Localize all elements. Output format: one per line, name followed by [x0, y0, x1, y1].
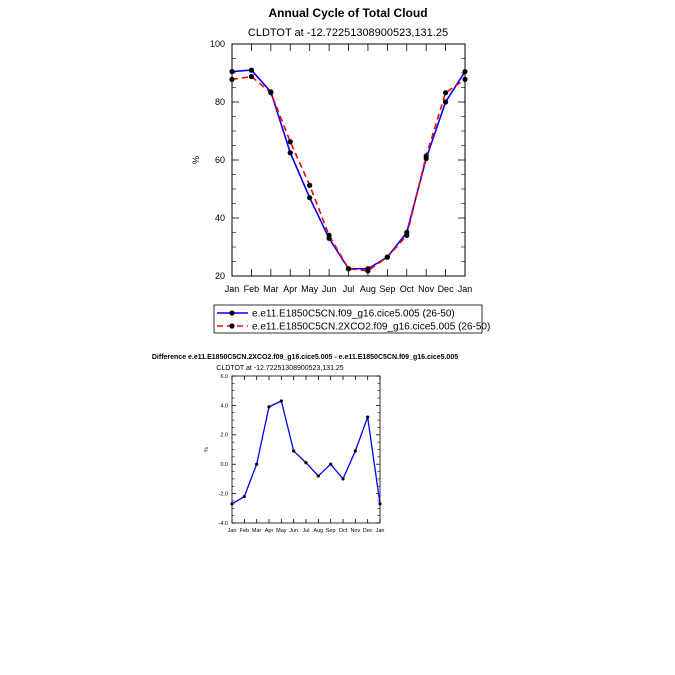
plot-frame [232, 376, 380, 523]
legend-marker-0 [229, 310, 234, 315]
y-tick-label: -2.0 [218, 491, 228, 498]
x-tick-label: Aug [313, 528, 324, 534]
x-tick-label: May [276, 528, 287, 534]
series-1-point [288, 139, 293, 144]
x-tick-label: Jan [227, 528, 237, 534]
x-tick-label: Feb [243, 284, 260, 294]
series-1-point [443, 90, 448, 95]
series-0-point [329, 463, 332, 466]
x-tick-label: Oct [399, 284, 414, 294]
x-tick-label: Jan [375, 528, 385, 534]
series-0-point [249, 68, 254, 73]
legend-label-1: e.e11.E1850C5CN.2XCO2.f09_g16.cice5.005 (26-50) [252, 321, 491, 333]
top-chart [191, 39, 472, 294]
x-tick-label: Jan [224, 284, 240, 294]
y-tick-label: 80 [214, 97, 225, 108]
bottom-chart-title: Difference e.e11.E1850C5CN.2XCO2.f09_g16.cice5.005 - e.e11.E1850C5CN.f09_g16.cice5.005 [151, 354, 459, 361]
series-1-point [307, 183, 312, 188]
top-chart-legend [214, 305, 490, 333]
series-0-point [366, 416, 369, 419]
y-tick-label: 4.0 [220, 403, 228, 410]
series-0-point [317, 474, 320, 477]
plot-frame [232, 44, 465, 276]
series-line-0 [232, 70, 465, 269]
x-tick-label: Jan [457, 284, 473, 294]
series-1-point [249, 74, 254, 79]
series-1-point [365, 268, 370, 273]
x-tick-label: Dec [437, 284, 454, 294]
x-tick-label: Nov [418, 284, 435, 294]
series-0-point [304, 461, 307, 464]
x-tick-label: Jul [302, 528, 310, 534]
series-0-point [292, 449, 295, 452]
legend-marker-1 [229, 323, 234, 328]
series-line-1 [232, 76, 465, 270]
x-tick-label: Sep [379, 284, 396, 294]
x-tick-label: Mar [263, 284, 279, 294]
series-0-point [229, 69, 234, 74]
y-tick-label: 0.0 [220, 462, 228, 469]
x-tick-label: Feb [239, 528, 250, 534]
x-tick-label: Jun [289, 528, 299, 534]
series-1-point [346, 266, 351, 271]
x-tick-label: Nov [350, 528, 361, 534]
series-1-point [229, 77, 234, 82]
series-0-point [443, 99, 448, 104]
series-0-point [378, 502, 381, 505]
top-chart-title: Annual Cycle of Total Cloud [268, 6, 428, 20]
series-1-point [404, 233, 409, 238]
y-tick-label: 20 [214, 271, 225, 282]
x-tick-label: Dec [362, 528, 373, 534]
series-0-point [230, 502, 233, 505]
bottom-chart [204, 374, 384, 534]
x-tick-label: Sep [325, 528, 336, 534]
x-tick-label: Mar [251, 528, 262, 534]
series-0-point [307, 195, 312, 200]
bottom-chart-subtitle: CLDTOT at -12.72251308900523,131.25 [216, 365, 344, 372]
series-1-point [385, 255, 390, 260]
series-1-point [462, 77, 467, 82]
y-axis-label: % [204, 447, 210, 452]
series-0-point [341, 477, 344, 480]
series-1-point [268, 90, 273, 95]
x-tick-label: Oct [338, 528, 348, 534]
top-chart-subtitle: CLDTOT at -12.72251308900523,131.25 [247, 27, 449, 39]
x-tick-label: May [301, 284, 319, 294]
y-tick-label: -4.0 [218, 520, 228, 527]
series-1-point [424, 153, 429, 158]
y-tick-label: 60 [214, 155, 225, 166]
y-tick-label: 6.0 [220, 373, 228, 380]
x-tick-label: Apr [264, 528, 274, 534]
series-0-point [267, 405, 270, 408]
series-0-point [255, 463, 258, 466]
series-1-point [326, 233, 331, 238]
x-tick-label: Apr [283, 284, 298, 294]
legend-label-0: e.e11.E1850C5CN.f09_g16.cice5.005 (26-50) [252, 308, 455, 320]
series-line-0 [232, 401, 380, 504]
y-tick-label: 2.0 [220, 432, 228, 439]
series-0-point [288, 150, 293, 155]
x-tick-label: Jul [342, 284, 355, 294]
y-axis-label: % [191, 155, 201, 165]
series-0-point [280, 399, 283, 402]
series-0-point [462, 69, 467, 74]
y-tick-label: 40 [214, 213, 225, 224]
series-0-point [354, 449, 357, 452]
series-0-point [243, 495, 246, 498]
x-tick-label: Aug [359, 284, 376, 294]
y-tick-label: 100 [209, 39, 225, 50]
x-tick-label: Jun [321, 284, 337, 294]
